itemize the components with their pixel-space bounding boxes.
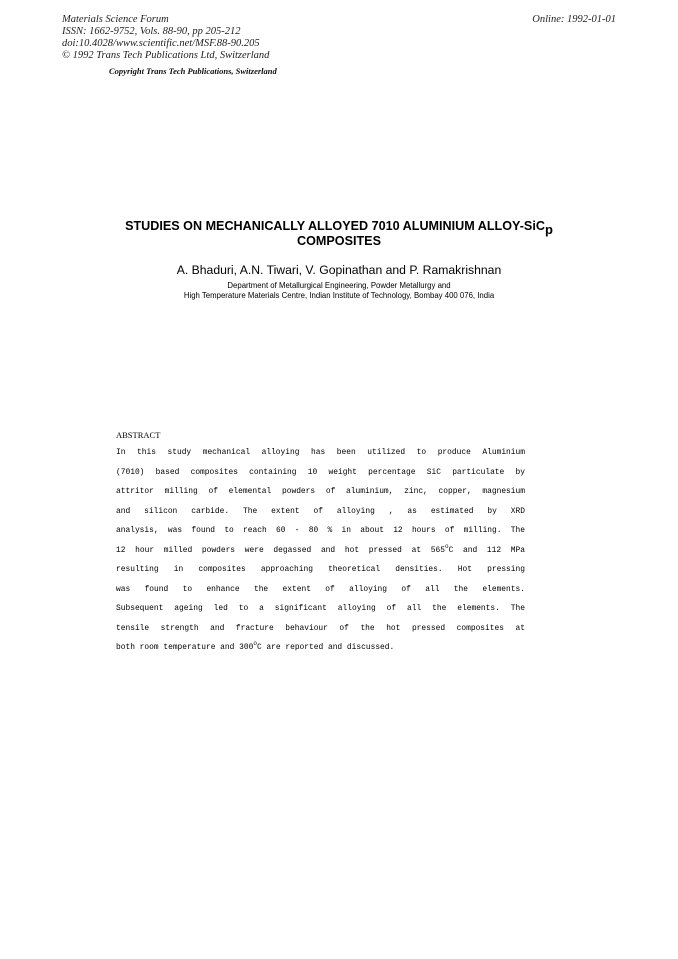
abstract-line: tensile strength and fracture behaviour of the hot pressed composites at (116, 623, 525, 633)
publisher-line: © 1992 Trans Tech Publications Ltd, Switzerland (62, 50, 270, 61)
title-subscript: p (544, 222, 553, 237)
abstract-line: (7010) based composites containing 10 weight percentage SiC particulate by (116, 467, 525, 477)
copyright-notice: Copyright Trans Tech Publications, Switzerland (109, 66, 277, 76)
abstract-body (116, 446, 525, 661)
abstract-heading: ABSTRACT (116, 430, 161, 440)
abstract-text: both room temperature and 300 (116, 643, 254, 652)
abstract-line-11 (116, 641, 525, 661)
abstract-line: was found to enhance the extent of alloying of all the elements. (116, 584, 525, 594)
online-date: Online: 1992-01-01 (532, 14, 616, 25)
abstract-line: analysis, was found to reach 60 - 80 % in about 12 hours of milling. The (116, 526, 525, 535)
affiliation-line-1: Department of Metallurgical Engineering, Powder Metallurgy and (227, 281, 451, 290)
abstract-text: 12 hour milled powders were degassed and hot pressed at 565 (116, 545, 445, 555)
journal-name: Materials Science Forum (62, 14, 169, 25)
affiliation (60, 281, 618, 301)
degree-sign: o (253, 640, 257, 647)
degree-sign: o (444, 542, 449, 550)
abstract-text: C are reported and discussed. (256, 643, 395, 652)
author-list: A. Bhaduri, A.N. Tiwari, V. Gopinathan and P. Ramakrishnan (176, 263, 502, 277)
abstract-line: resulting in composites approaching theoretical densities. Hot pressing (116, 565, 525, 574)
abstract-line: Subsequent ageing led to a significant alloying of all the elements. The (116, 604, 525, 613)
title-text-1: STUDIES ON MECHANICALLY ALLOYED 7010 ALUMINIUM ALLOY-SiC (125, 219, 545, 233)
affiliation-line-2: High Temperature Materials Centre, Indian Institute of Technology, Bombay 400 076, India (183, 291, 495, 300)
abstract-line: In this study mechanical alloying has been utilized to produce Aluminium (116, 448, 525, 457)
paper-title (60, 219, 618, 249)
doi-line: doi:10.4028/www.scientific.net/MSF.88-90.205 (62, 38, 260, 49)
citation-block (62, 14, 269, 62)
abstract-line: and silicon carbide. The extent of alloying , as estimated by XRD (116, 506, 525, 516)
abstract-text: C and 112 MPa (448, 545, 526, 555)
abstract-line-6 (116, 544, 525, 564)
issn-line: ISSN: 1662-9752, Vols. 88-90, pp 205-212 (62, 26, 241, 37)
title-line-1 (60, 219, 618, 237)
title-line-2: COMPOSITES (297, 234, 381, 248)
abstract-line: attritor milling of elemental powders of aluminium, zinc, copper, magnesium (116, 487, 525, 496)
